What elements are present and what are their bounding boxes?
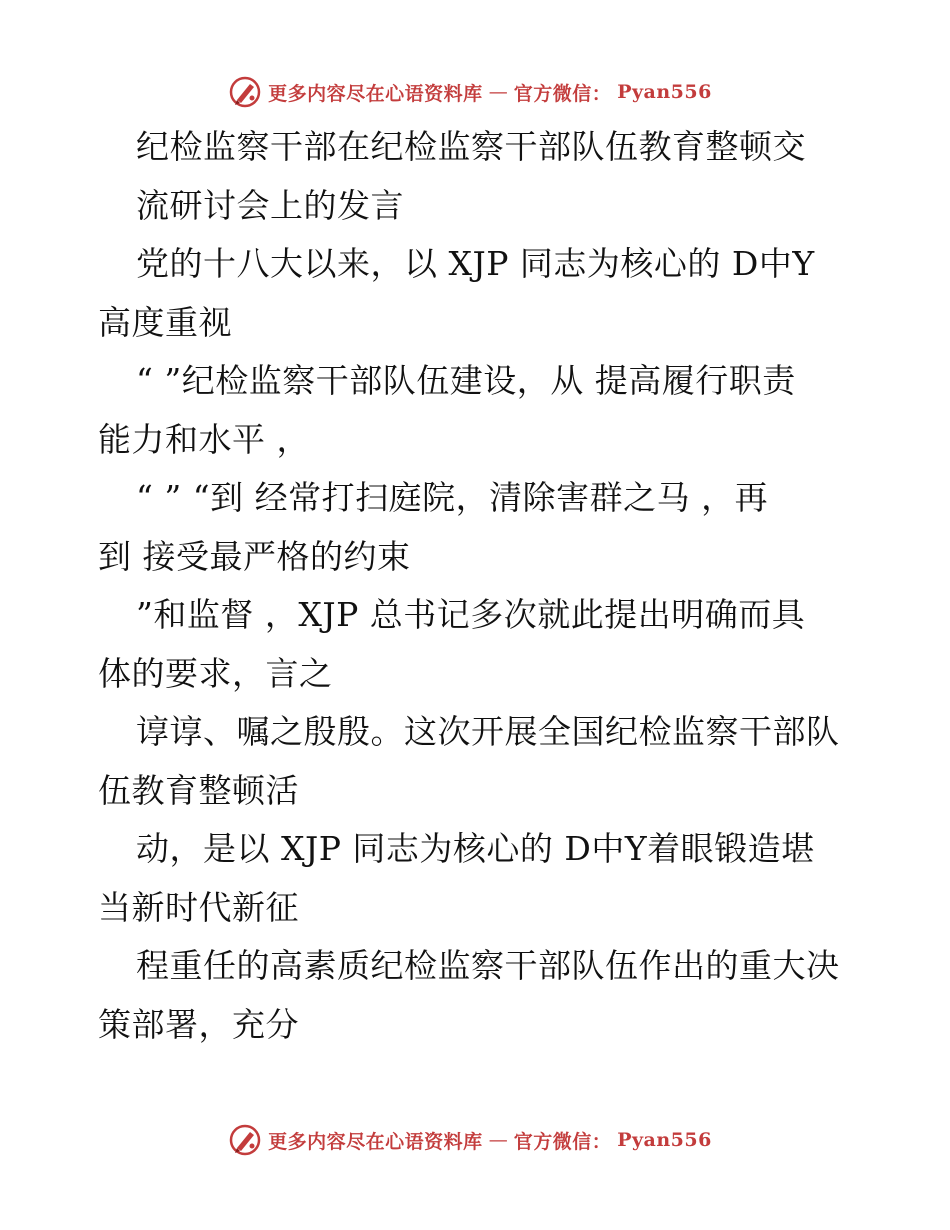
text-line: 高度重视	[98, 302, 232, 342]
text-line: 程重任的高素质纪检监察干部队伍作出的重大决	[136, 946, 840, 985]
text-line: “ ”纪检监察干部队伍建设，从 提高履行职责	[136, 361, 796, 400]
text-line: 流研讨会上的发言	[136, 185, 404, 225]
wechat-label: 官方微信：	[513, 82, 612, 105]
text-line: 纪检监察干部在纪检监察干部队伍教育整顿交	[136, 127, 806, 166]
text-line: “ ” “到 经常打扫庭院，清除害群之马 ，再	[136, 478, 769, 517]
text-line: 体的要求，言之	[98, 653, 333, 693]
text-line: 当新时代新征	[98, 887, 299, 927]
footer-banner	[0, 1120, 950, 1160]
text-line: 动，是以 XJP 同志为核心的 D中Y着眼锻造堪	[136, 829, 815, 868]
banner-separator: —	[488, 81, 508, 103]
text-line: 策部署，充分	[98, 1004, 299, 1044]
header-banner	[0, 72, 950, 112]
text-line: 谆谆、嘱之殷殷。这次开展全国纪检监察干部队	[136, 712, 840, 751]
wechat-label: 官方微信：	[513, 1130, 612, 1153]
wechat-id: Pyan556	[617, 81, 712, 103]
text-line: 党的十八大以来，以 XJP 同志为核心的 D中Y	[136, 244, 815, 283]
pen-logo-icon	[228, 75, 262, 109]
text-line: 到 接受最严格的约束	[98, 536, 411, 576]
banner-separator: —	[488, 1129, 508, 1151]
pen-logo-icon	[228, 1123, 262, 1157]
site-name: 更多内容尽在心语资料库	[268, 1130, 483, 1153]
site-name: 更多内容尽在心语资料库	[268, 82, 483, 105]
text-line: ”和监督 ，XJP 总书记多次就此提出明确而具	[136, 595, 806, 634]
text-line: 能力和水平 ，	[98, 419, 310, 459]
text-line: 伍教育整顿活	[98, 770, 299, 810]
document-body	[98, 118, 854, 1054]
wechat-id: Pyan556	[617, 1129, 712, 1151]
